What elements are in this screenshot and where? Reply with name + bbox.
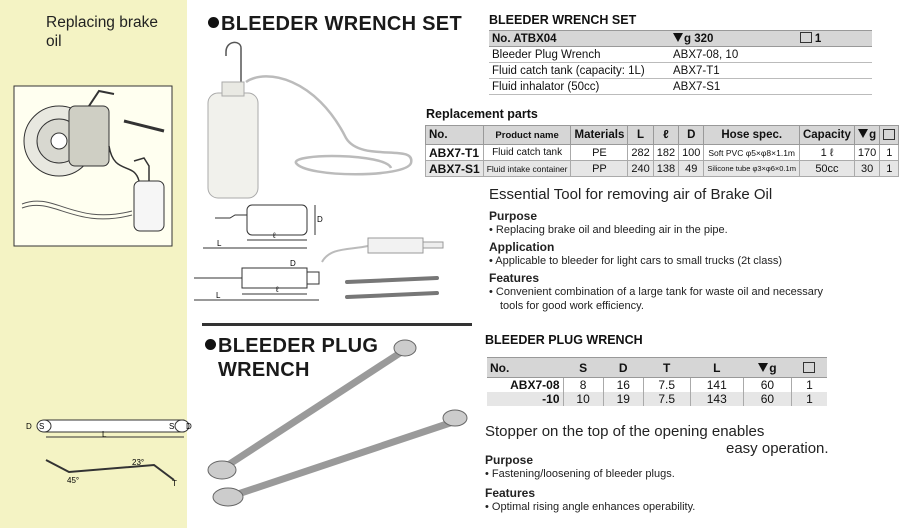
col-no: No. (487, 358, 563, 378)
weight-icon (673, 33, 683, 42)
col-no: No. (426, 126, 484, 145)
box-icon (800, 32, 812, 43)
col-D: D (679, 126, 704, 145)
col-capacity: Capacity (799, 126, 854, 145)
cell-name: Fluid intake container (483, 161, 571, 177)
plug-features-text: • Optimal rising angle enhances operability. (485, 501, 696, 513)
cell-l: 182 (653, 145, 678, 161)
set-table-title: BLEEDER WRENCH SET (489, 13, 637, 27)
dim-t-label: T (172, 479, 177, 488)
features-text-1: • Convenient combination of a large tank for waste oil and necessary (489, 286, 824, 298)
cell-qty: 1 (880, 161, 899, 177)
syringe-dimension-drawing (192, 258, 327, 306)
cell-weight: 170 (854, 145, 879, 161)
cell-S: 8 (563, 378, 603, 393)
section-divider (202, 323, 472, 326)
weight-icon (758, 363, 768, 372)
cell-qty: 1 (791, 378, 827, 393)
cell-no: -10 (487, 392, 563, 406)
cell-D: 100 (679, 145, 704, 161)
replacement-header (426, 126, 899, 145)
col-hose: Hose spec. (704, 126, 800, 145)
col-qty (791, 358, 827, 378)
set-table (489, 30, 872, 95)
table-row (489, 47, 872, 63)
plug-headline-1: Stopper on the top of the opening enables (485, 423, 765, 440)
plug-headline-2: easy operation. (726, 440, 829, 457)
cell-no: ABX7-08 (510, 378, 560, 392)
replacement-table (425, 125, 899, 177)
col-weight: g (743, 358, 791, 378)
set-code: ABX7-T1 (670, 63, 872, 79)
box-icon (883, 129, 895, 140)
cell-T: 7.5 (643, 392, 690, 406)
syringe-illustration (320, 232, 445, 267)
sidebar-title: Replacing brake oil (46, 14, 159, 50)
dim-s-right: S (169, 422, 175, 431)
col-l: ℓ (653, 126, 678, 145)
box-icon (803, 362, 815, 373)
application-label: Application (489, 240, 555, 254)
set-wrenches-illustration (342, 270, 447, 305)
cell-D: 19 (603, 392, 643, 406)
plug-table-title: BLEEDER PLUG WRENCH (485, 333, 643, 347)
set-header-weight: g 320 (670, 31, 797, 47)
bleeder-set-heading: BLEEDER WRENCH SET (208, 13, 462, 36)
dim-l-label: L (217, 239, 222, 248)
set-code: ABX7-S1 (670, 79, 872, 95)
set-description (489, 206, 874, 313)
set-header-qty: 1 (797, 31, 872, 47)
fluid-tank-illustration (196, 38, 426, 208)
purpose-text: • Replacing brake oil and bleeding air in the pipe. (489, 224, 728, 236)
cell-material: PE (571, 145, 628, 161)
plug-purpose-label: Purpose (485, 453, 534, 467)
col-qty (880, 126, 899, 145)
cell-weight: 30 (854, 161, 879, 177)
cell-L: 141 (690, 378, 743, 393)
dim-d-label: D (317, 215, 323, 224)
plug-wrench-illustration (200, 335, 475, 510)
table-row (489, 63, 872, 79)
cell-T: 7.5 (643, 378, 690, 393)
cell-material: PP (571, 161, 628, 177)
dim-l-plug: L (102, 430, 107, 439)
cell-S: 10 (563, 392, 603, 406)
cell-qty: 1 (791, 392, 827, 406)
col-S: S (563, 358, 603, 378)
set-headline: Essential Tool for removing air of Brake Oil (489, 186, 773, 203)
application-text: • Applicable to bleeder for light cars to small trucks (2t class) (489, 255, 783, 267)
dim-d-label-2: D (290, 259, 296, 268)
set-header-no: No. ATBX04 (489, 31, 670, 47)
table-row (426, 161, 899, 177)
plug-table-header (487, 358, 827, 378)
cell-L: 240 (628, 161, 653, 177)
col-T: T (643, 358, 690, 378)
brake-caliper-illustration (14, 86, 172, 246)
cell-L: 143 (690, 392, 743, 406)
angle-23-label: 23° (132, 458, 145, 467)
features-label: Features (489, 271, 540, 285)
plug-description (485, 450, 865, 514)
dim-s-left: S (39, 422, 45, 431)
plug-heading: BLEEDER PLUG WRENCH (205, 334, 378, 382)
cell-name: Fluid catch tank (483, 145, 571, 161)
cell-hose: Silicone tube φ3×φ6×0.1m (704, 161, 800, 177)
cell-g: 60 (743, 378, 791, 393)
weight-icon (858, 129, 868, 138)
cell-L: 282 (628, 145, 653, 161)
table-row (489, 79, 872, 95)
cell-no: ABX7-T1 (426, 145, 484, 161)
dim-l-label-2: L (216, 291, 221, 300)
set-table-header (489, 31, 872, 47)
table-row (487, 392, 827, 406)
tank-dimension-drawing (195, 200, 325, 255)
cell-l: 138 (653, 161, 678, 177)
set-item: Bleeder Plug Wrench (489, 47, 670, 63)
dim-d-left: D (26, 422, 32, 431)
set-code: ABX7-08, 10 (670, 47, 872, 63)
col-product: Product name (483, 126, 571, 145)
cell-no: ABX7-S1 (426, 161, 484, 177)
bullet-icon (208, 17, 219, 28)
set-item: Fluid inhalator (50cc) (489, 79, 670, 95)
table-row (426, 145, 899, 161)
cell-qty: 1 (880, 145, 899, 161)
dim-d-right: D (186, 422, 192, 431)
cell-hose: Soft PVC φ5×φ8×1.1m (704, 145, 800, 161)
plug-wrench-dimension-drawing (24, 410, 199, 490)
table-row (487, 378, 827, 393)
features-text-2: tools for good work efficiency. (500, 300, 644, 312)
cell-capacity: 1 ℓ (799, 145, 854, 161)
col-D: D (603, 358, 643, 378)
col-material: Materials (571, 126, 628, 145)
col-L: L (628, 126, 653, 145)
set-item: Fluid catch tank (capacity: 1L) (489, 63, 670, 79)
dim-l-small-label-2: ℓ (276, 285, 279, 294)
plug-purpose-text: • Fastening/loosening of bleeder plugs. (485, 468, 675, 480)
dim-l-small-label: ℓ (273, 231, 276, 240)
cell-capacity: 50cc (799, 161, 854, 177)
col-weight: g (854, 126, 879, 145)
plug-table (487, 357, 827, 406)
purpose-label: Purpose (489, 209, 538, 223)
cell-D: 16 (603, 378, 643, 393)
angle-45-label: 45° (67, 476, 80, 485)
cell-g: 60 (743, 392, 791, 406)
replacement-title: Replacement parts (426, 107, 538, 121)
plug-features-label: Features (485, 486, 536, 500)
cell-D: 49 (679, 161, 704, 177)
col-L: L (690, 358, 743, 378)
